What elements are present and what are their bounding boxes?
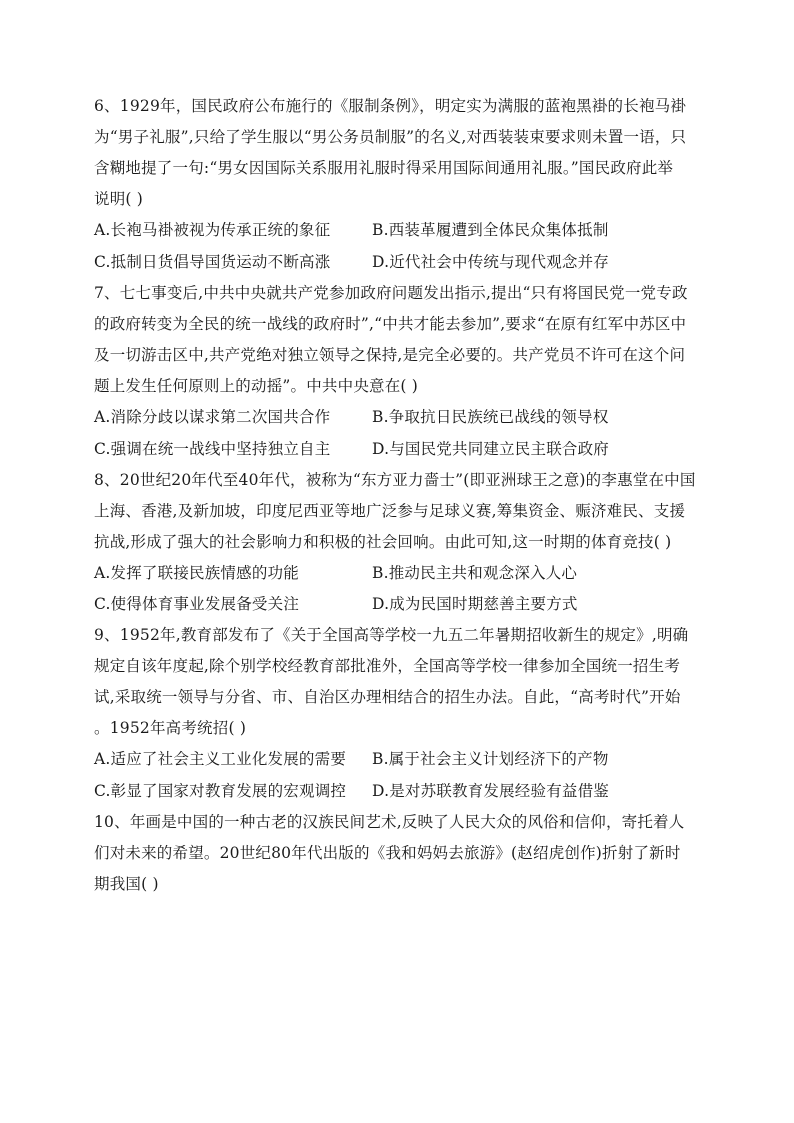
question-text-line: 。1952年高考统招( ): [94, 719, 247, 737]
question-text-line: 上海、香港,及新加坡，印度尼西亚等地广泛参与足球义赛,筹集资金、赈济难民、支援: [94, 502, 686, 520]
option-a: A.消除分歧以谋求第二次国共合作: [94, 408, 331, 426]
option-c: C.使得体育事业发展备受关注: [94, 595, 300, 613]
question-text-line: 6、1929年，国民政府公布施行的《服制条例》，明定实为满服的蓝袍黑褂的长袍马褂: [94, 97, 687, 115]
option-c: C.抵制日货倡导国货运动不断高涨: [94, 253, 331, 271]
question-text-line: 为“男子礼服”,只给了学生服以“男公务员制服”的名义,对西装装束要求则未置一语，只: [94, 128, 687, 146]
question-text-line: 7、七七事变后,中共中央就共产党参加政府问题发出指示,提出“只有将国民党一党专政: [94, 284, 688, 302]
option-d: D.近代社会中传统与现代观念并存: [372, 253, 610, 271]
option-d: D.是对苏联教育发展经验有益借鉴: [372, 782, 610, 800]
option-c: C.彰显了国家对教育发展的宏观调控: [94, 782, 347, 800]
question-text-line: 含糊地提了一句:“男女因国际关系服用礼服时得采用国际间通用礼服。”国民政府此举: [94, 159, 674, 177]
question-text-line: 规定自该年度起,除个别学校经教育部批准外，全国高等学校一律参加全国统一招生考: [94, 657, 681, 675]
option-c: C.强调在统一战线中坚持独立自主: [94, 440, 331, 458]
question-text-line: 们对未来的希望。20世纪80年代出版的《我和妈妈去旅游》(赵绍虎创作)折射了新时: [94, 844, 681, 862]
question-text-line: 试,采取统一领导与分省、市、自治区办理相结合的招生办法。自此，“高考时代”开始: [94, 688, 681, 706]
option-a: A.长袍马褂被视为传承正统的象征: [94, 221, 331, 239]
question-text-line: 说明( ): [94, 190, 144, 208]
question-text-line: 8、20世纪20年代至40年代，被称为“东方亚力嗇士”(即亚洲球王之意)的李惠堂在中国: [94, 471, 696, 489]
option-a: A.发挥了联接民族情感的功能: [94, 564, 299, 582]
option-b: B.推动民主共和观念深入人心: [372, 564, 578, 582]
question-text-line: 10、年画是中国的一种古老的汉族民间艺术,反映了人民大众的风俗和信仰，寄托着人: [94, 813, 685, 831]
question-text-line: 题上发生任何原则上的动摇”。中共中央意在( ): [94, 377, 419, 395]
option-d: D.与国民党共同建立民主联合政府: [372, 440, 610, 458]
question-text-line: 及一切游击区中,共产党绝对独立领导之保持,是完全必要的。共产党员不许可在这个问: [94, 346, 686, 364]
question-text-line: 9、1952年,教育部发布了《关于全国高等学校一九五二年暑期招收新生的规定》,明确: [94, 626, 689, 644]
option-a: A.适应了社会主义工业化发展的需要: [94, 750, 347, 768]
option-b: B.西装革履遭到全体民众集体抵制: [372, 221, 609, 239]
option-d: D.成为民国时期慈善主要方式: [372, 595, 578, 613]
option-b: B.争取抗日民族统已战线的领导权: [372, 408, 609, 426]
question-text-line: 的政府转变为全民的统一战线的政府时”,“中共才能去参加”,要求“在原有红军中苏区中: [94, 315, 687, 333]
option-b: B.属于社会主义计划经济下的产物: [372, 750, 609, 768]
question-text-line: 抗战,形成了强大的社会影响力和积极的社会回响。由此可知,这一时期的体育竞技( ): [94, 533, 672, 551]
question-text-line: 期我国( ): [94, 875, 159, 893]
